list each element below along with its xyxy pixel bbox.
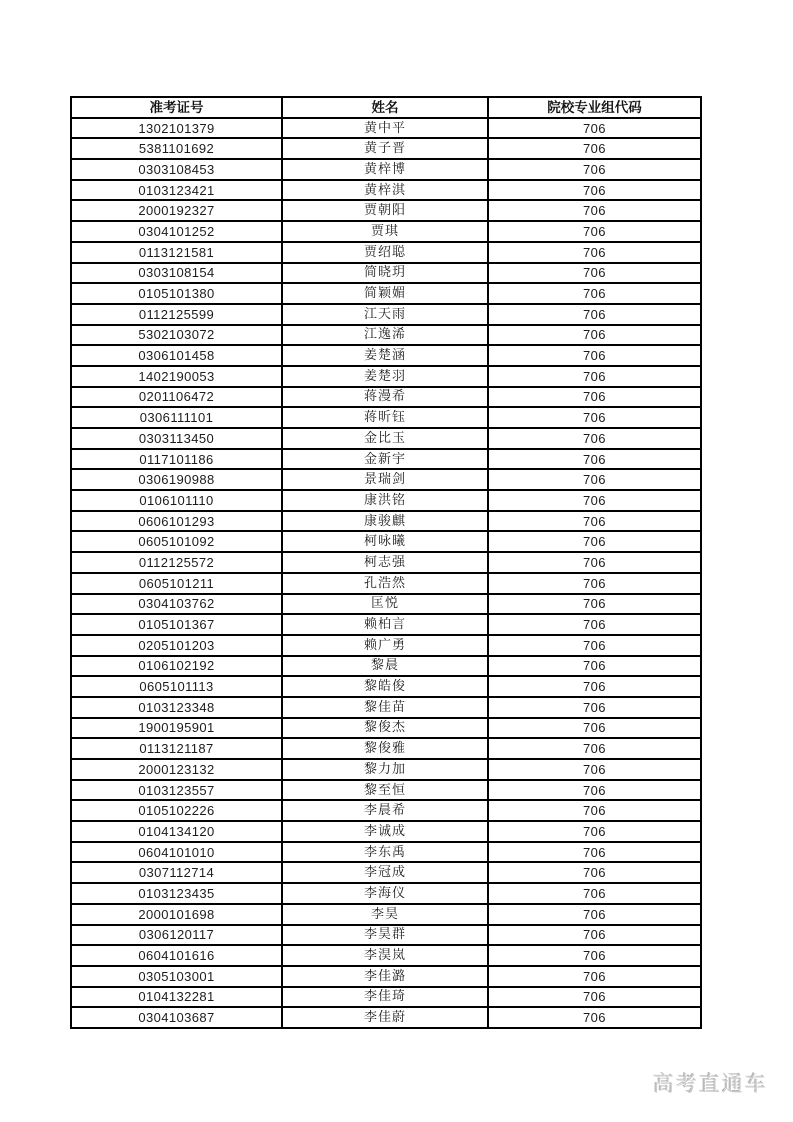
table-row: [71, 676, 701, 697]
ticket-number-cell: 0113121187: [71, 738, 282, 759]
name-cell: 蒋昕钰: [282, 407, 488, 428]
ticket-number-cell: 0205101203: [71, 635, 282, 656]
name-cell: 李海仪: [282, 883, 488, 904]
table-row: [71, 449, 701, 470]
name-cell: 景瑞剑: [282, 469, 488, 490]
table-row: [71, 221, 701, 242]
college-group-code-cell: 706: [488, 966, 701, 987]
college-group-code-cell: 706: [488, 387, 701, 408]
ticket-number-cell: 0306101458: [71, 345, 282, 366]
ticket-number-cell: 0103123435: [71, 883, 282, 904]
name-cell: 姜楚羽: [282, 366, 488, 387]
name-cell: 李昊群: [282, 925, 488, 946]
ticket-number-cell: 0104132281: [71, 987, 282, 1008]
name-cell: 姜楚涵: [282, 345, 488, 366]
ticket-number-cell: 0306111101: [71, 407, 282, 428]
ticket-number-cell: 0303108453: [71, 159, 282, 180]
college-group-code-cell: 706: [488, 759, 701, 780]
college-group-code-cell: 706: [488, 221, 701, 242]
name-cell: 黄梓博: [282, 159, 488, 180]
ticket-number-cell: 0103123557: [71, 780, 282, 801]
table-row: [71, 738, 701, 759]
ticket-number-cell: 0105102226: [71, 800, 282, 821]
name-cell: 江逸浠: [282, 325, 488, 346]
table-row: [71, 366, 701, 387]
name-cell: 李东禹: [282, 842, 488, 863]
header-college-group-code: 院校专业组代码: [488, 97, 701, 118]
college-group-code-cell: 706: [488, 449, 701, 470]
table-row: [71, 263, 701, 284]
college-group-code-cell: 706: [488, 200, 701, 221]
table-row: [71, 469, 701, 490]
name-cell: 李佳蔚: [282, 1007, 488, 1028]
name-cell: 李淏岚: [282, 945, 488, 966]
name-cell: 黎晨: [282, 656, 488, 677]
ticket-number-cell: 0604101010: [71, 842, 282, 863]
name-cell: 康洪铭: [282, 490, 488, 511]
college-group-code-cell: 706: [488, 573, 701, 594]
ticket-number-cell: 0106101110: [71, 490, 282, 511]
name-cell: 黎力加: [282, 759, 488, 780]
college-group-code-cell: 706: [488, 594, 701, 615]
college-group-code-cell: 706: [488, 283, 701, 304]
header-name: 姓名: [282, 97, 488, 118]
ticket-number-cell: 0304103762: [71, 594, 282, 615]
candidate-roster-table: [70, 96, 702, 1029]
name-cell: 李佳潞: [282, 966, 488, 987]
table-row: [71, 159, 701, 180]
ticket-number-cell: 2000101698: [71, 904, 282, 925]
name-cell: 赖柏言: [282, 614, 488, 635]
college-group-code-cell: 706: [488, 366, 701, 387]
table-row: [71, 283, 701, 304]
name-cell: 黄子晋: [282, 138, 488, 159]
table-row: [71, 594, 701, 615]
ticket-number-cell: 0605101113: [71, 676, 282, 697]
ticket-number-cell: 0303108154: [71, 263, 282, 284]
name-cell: 柯咏曦: [282, 531, 488, 552]
name-cell: 柯志强: [282, 552, 488, 573]
name-cell: 李冠成: [282, 862, 488, 883]
name-cell: 蒋漫希: [282, 387, 488, 408]
table-row: [71, 200, 701, 221]
table-row: [71, 242, 701, 263]
college-group-code-cell: 706: [488, 800, 701, 821]
table-row: [71, 531, 701, 552]
name-cell: 金新宇: [282, 449, 488, 470]
ticket-number-cell: 0605101211: [71, 573, 282, 594]
name-cell: 黎俊雅: [282, 738, 488, 759]
college-group-code-cell: 706: [488, 883, 701, 904]
name-cell: 黎皓俊: [282, 676, 488, 697]
college-group-code-cell: 706: [488, 780, 701, 801]
college-group-code-cell: 706: [488, 925, 701, 946]
table-row: [71, 428, 701, 449]
table-row: [71, 325, 701, 346]
ticket-number-cell: 0106102192: [71, 656, 282, 677]
college-group-code-cell: 706: [488, 738, 701, 759]
table-header-row: [71, 97, 701, 118]
table-row: [71, 883, 701, 904]
ticket-number-cell: 0105101380: [71, 283, 282, 304]
college-group-code-cell: 706: [488, 242, 701, 263]
ticket-number-cell: 0306120117: [71, 925, 282, 946]
ticket-number-cell: 0307112714: [71, 862, 282, 883]
college-group-code-cell: 706: [488, 552, 701, 573]
ticket-number-cell: 0604101616: [71, 945, 282, 966]
table-row: [71, 511, 701, 532]
watermark-text: 高考直通车: [653, 1072, 768, 1096]
name-cell: 黎佳苗: [282, 697, 488, 718]
table-row: [71, 697, 701, 718]
table-row: [71, 573, 701, 594]
table-row: [71, 407, 701, 428]
college-group-code-cell: 706: [488, 1007, 701, 1028]
name-cell: 简晓玥: [282, 263, 488, 284]
table-row: [71, 387, 701, 408]
college-group-code-cell: 706: [488, 325, 701, 346]
ticket-number-cell: 0306190988: [71, 469, 282, 490]
table-row: [71, 490, 701, 511]
table-row: [71, 180, 701, 201]
table-row: [71, 800, 701, 821]
name-cell: 贾朝阳: [282, 200, 488, 221]
ticket-number-cell: 5302103072: [71, 325, 282, 346]
name-cell: 江天雨: [282, 304, 488, 325]
ticket-number-cell: 0304103687: [71, 1007, 282, 1028]
ticket-number-cell: 0305103001: [71, 966, 282, 987]
college-group-code-cell: 706: [488, 138, 701, 159]
ticket-number-cell: 0104134120: [71, 821, 282, 842]
name-cell: 康骏麒: [282, 511, 488, 532]
college-group-code-cell: 706: [488, 159, 701, 180]
table-row: [71, 1007, 701, 1028]
college-group-code-cell: 706: [488, 263, 701, 284]
table-body: [71, 118, 701, 1028]
college-group-code-cell: 706: [488, 842, 701, 863]
ticket-number-cell: 0605101092: [71, 531, 282, 552]
ticket-number-cell: 2000192327: [71, 200, 282, 221]
name-cell: 黎至恒: [282, 780, 488, 801]
college-group-code-cell: 706: [488, 945, 701, 966]
ticket-number-cell: 0105101367: [71, 614, 282, 635]
header-ticket-number: 准考证号: [71, 97, 282, 118]
ticket-number-cell: 0112125599: [71, 304, 282, 325]
college-group-code-cell: 706: [488, 987, 701, 1008]
table-row: [71, 904, 701, 925]
table-row: [71, 656, 701, 677]
college-group-code-cell: 706: [488, 531, 701, 552]
name-cell: 黄中平: [282, 118, 488, 139]
name-cell: 李晨希: [282, 800, 488, 821]
name-cell: 赖广勇: [282, 635, 488, 656]
table-row: [71, 552, 701, 573]
college-group-code-cell: 706: [488, 862, 701, 883]
ticket-number-cell: 0303113450: [71, 428, 282, 449]
table-row: [71, 345, 701, 366]
name-cell: 李佳琦: [282, 987, 488, 1008]
name-cell: 金比玉: [282, 428, 488, 449]
name-cell: 黎俊杰: [282, 718, 488, 739]
table-row: [71, 304, 701, 325]
ticket-number-cell: 2000123132: [71, 759, 282, 780]
table-row: [71, 635, 701, 656]
table-row: [71, 780, 701, 801]
ticket-number-cell: 0117101186: [71, 449, 282, 470]
college-group-code-cell: 706: [488, 614, 701, 635]
name-cell: 贾琪: [282, 221, 488, 242]
ticket-number-cell: 1302101379: [71, 118, 282, 139]
ticket-number-cell: 0201106472: [71, 387, 282, 408]
ticket-number-cell: 0112125572: [71, 552, 282, 573]
table-row: [71, 821, 701, 842]
name-cell: 贾绍聪: [282, 242, 488, 263]
name-cell: 简颖媚: [282, 283, 488, 304]
name-cell: 孔浩然: [282, 573, 488, 594]
college-group-code-cell: 706: [488, 407, 701, 428]
college-group-code-cell: 706: [488, 821, 701, 842]
name-cell: 李诚成: [282, 821, 488, 842]
ticket-number-cell: 1402190053: [71, 366, 282, 387]
college-group-code-cell: 706: [488, 904, 701, 925]
college-group-code-cell: 706: [488, 428, 701, 449]
table-row: [71, 759, 701, 780]
name-cell: 匡悦: [282, 594, 488, 615]
college-group-code-cell: 706: [488, 697, 701, 718]
college-group-code-cell: 706: [488, 469, 701, 490]
table-row: [71, 138, 701, 159]
ticket-number-cell: 0113121581: [71, 242, 282, 263]
name-cell: 李昊: [282, 904, 488, 925]
college-group-code-cell: 706: [488, 676, 701, 697]
ticket-number-cell: 0103123348: [71, 697, 282, 718]
name-cell: 黄梓淇: [282, 180, 488, 201]
college-group-code-cell: 706: [488, 118, 701, 139]
college-group-code-cell: 706: [488, 180, 701, 201]
table-row: [71, 862, 701, 883]
college-group-code-cell: 706: [488, 635, 701, 656]
ticket-number-cell: 5381101692: [71, 138, 282, 159]
table-row: [71, 718, 701, 739]
table-row: [71, 987, 701, 1008]
college-group-code-cell: 706: [488, 304, 701, 325]
table-row: [71, 945, 701, 966]
table-row: [71, 118, 701, 139]
ticket-number-cell: 0606101293: [71, 511, 282, 532]
college-group-code-cell: 706: [488, 656, 701, 677]
table-row: [71, 966, 701, 987]
table-row: [71, 842, 701, 863]
ticket-number-cell: 0304101252: [71, 221, 282, 242]
college-group-code-cell: 706: [488, 718, 701, 739]
ticket-number-cell: 1900195901: [71, 718, 282, 739]
table-row: [71, 925, 701, 946]
college-group-code-cell: 706: [488, 490, 701, 511]
college-group-code-cell: 706: [488, 345, 701, 366]
table-row: [71, 614, 701, 635]
ticket-number-cell: 0103123421: [71, 180, 282, 201]
college-group-code-cell: 706: [488, 511, 701, 532]
